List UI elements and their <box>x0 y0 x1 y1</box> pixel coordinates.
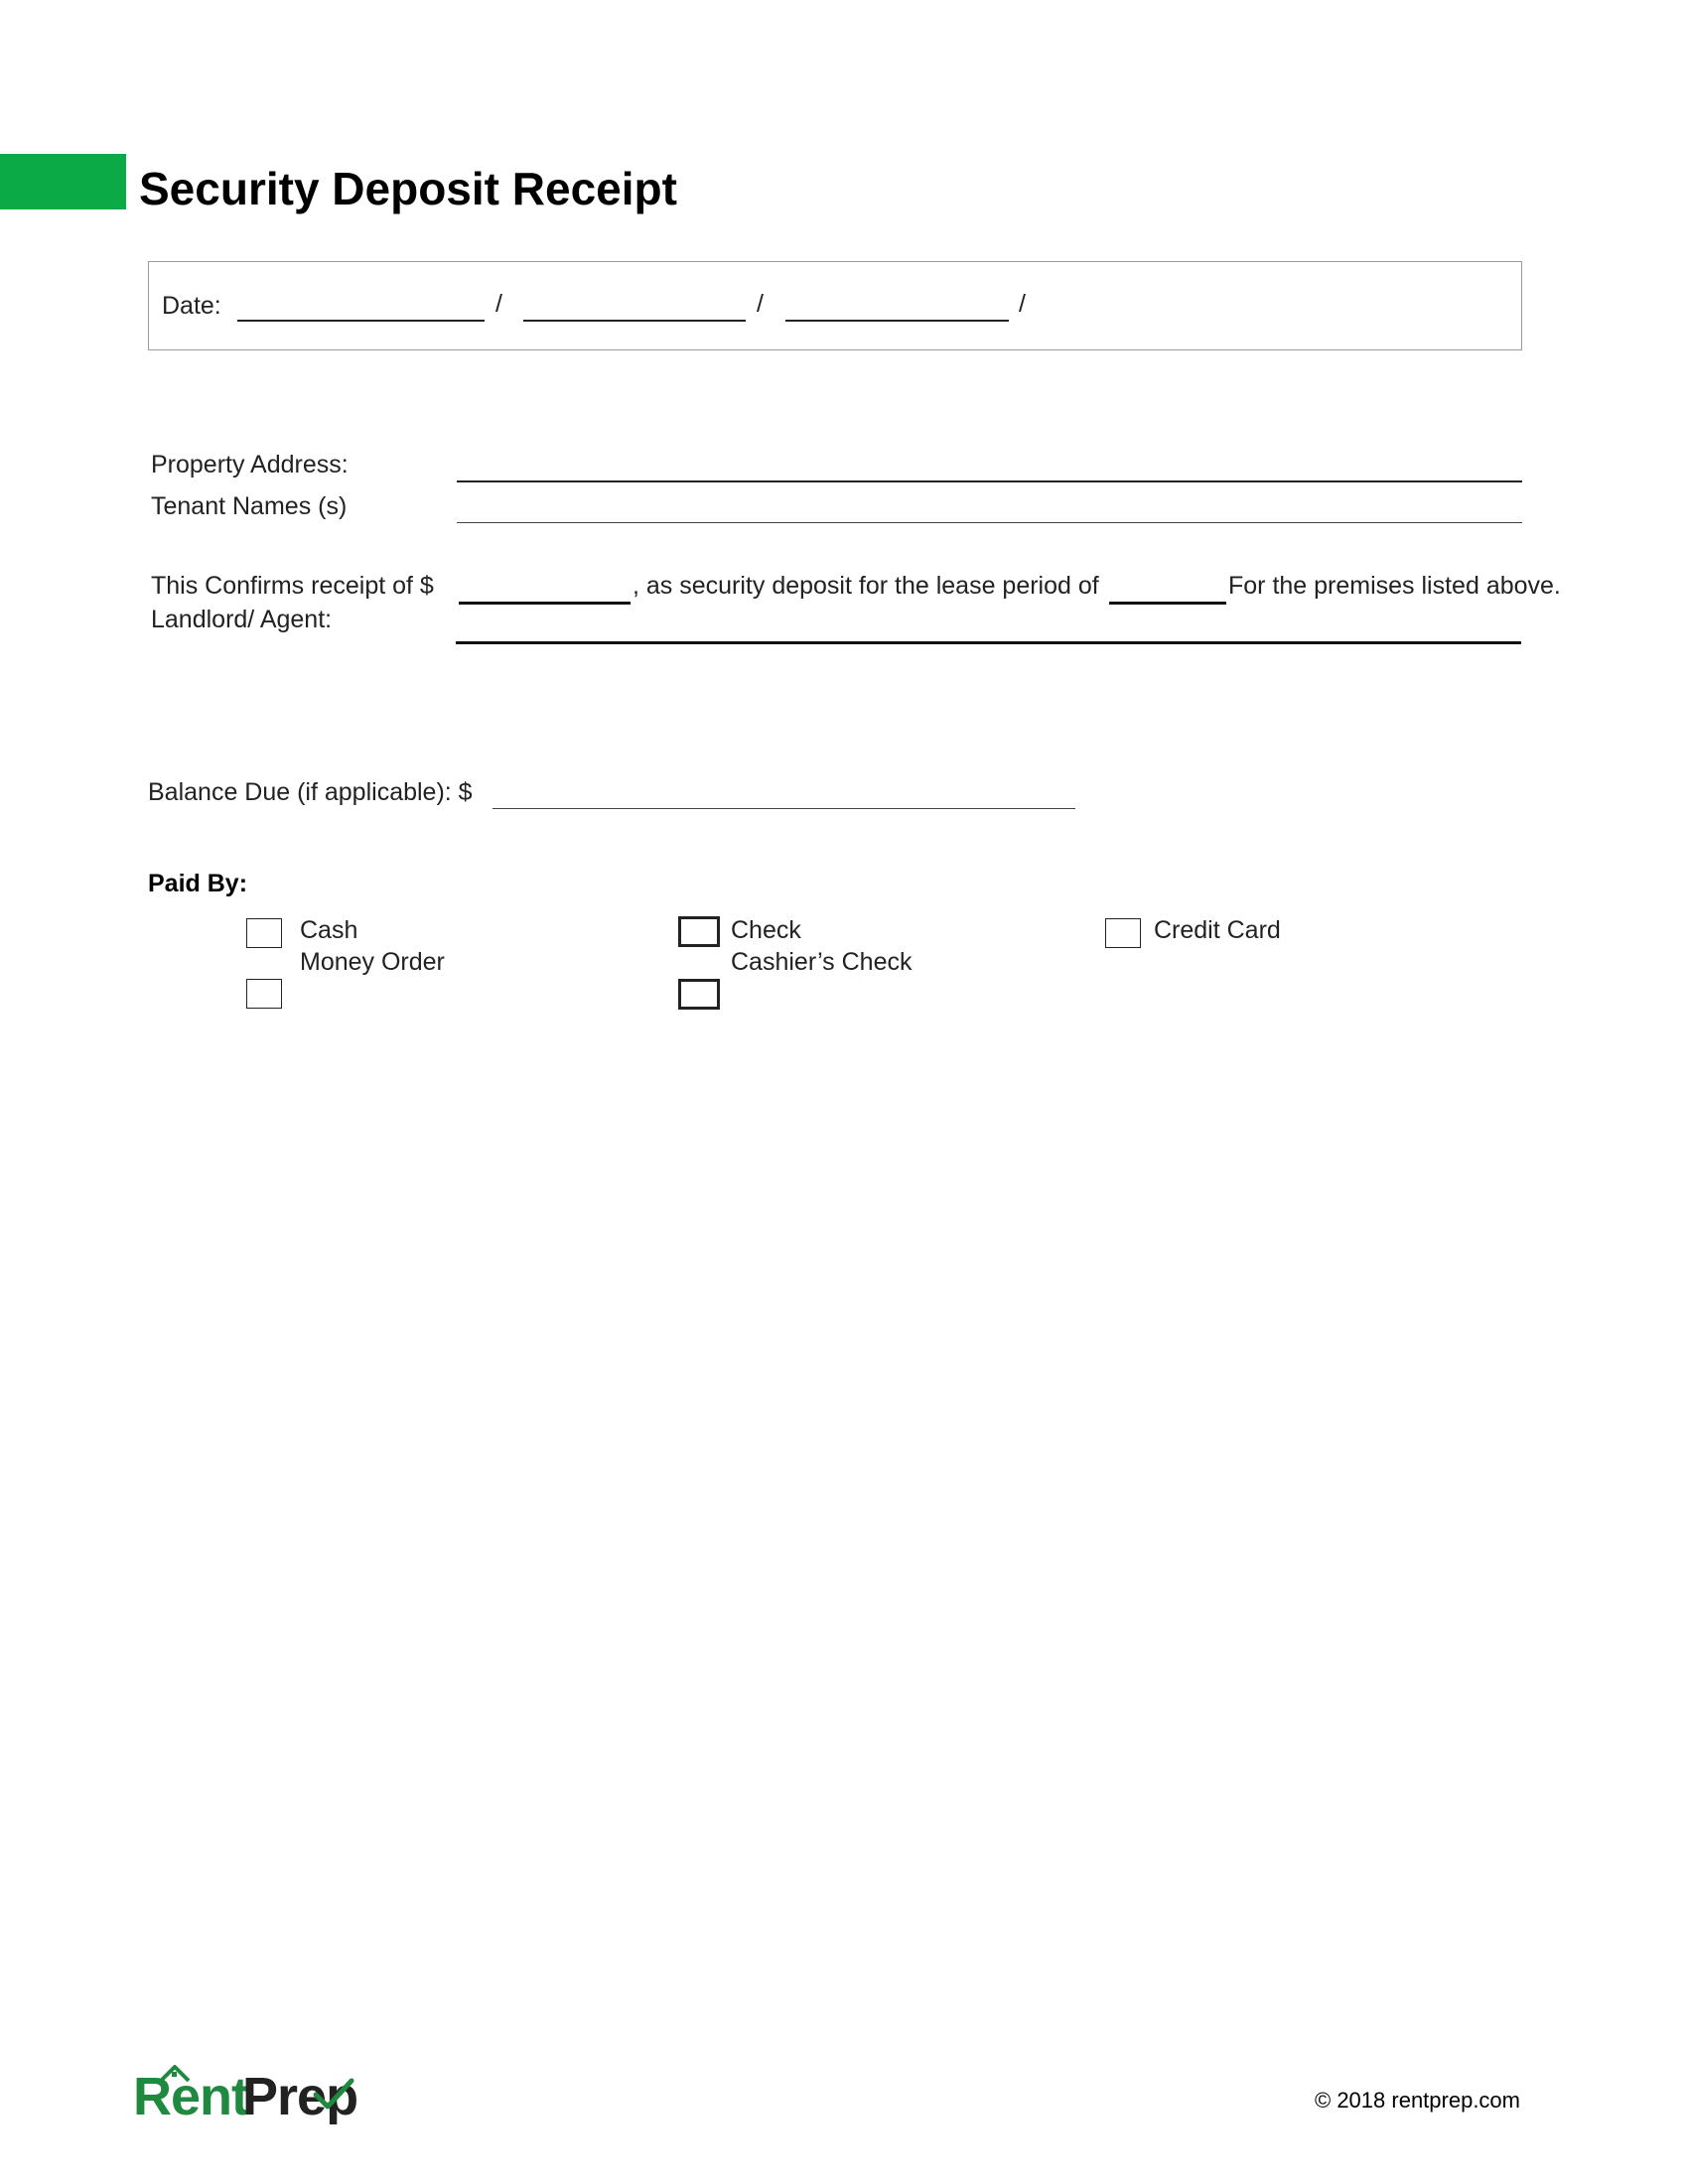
confirms-prefix: This Confirms receipt of $ <box>151 572 434 600</box>
confirms-suffix: For the premises listed above. <box>1228 572 1561 600</box>
date-year-field[interactable] <box>785 320 1009 322</box>
property-address-field[interactable] <box>457 480 1522 482</box>
page-title: Security Deposit Receipt <box>139 163 677 214</box>
lease-period-field[interactable] <box>1109 602 1226 605</box>
date-label: Date: <box>162 292 221 320</box>
date-separator: / <box>757 290 764 318</box>
cashiers-check-label: Cashier’s Check <box>731 948 913 976</box>
property-address-label: Property Address: <box>151 451 349 478</box>
rentprep-logo-graphic <box>131 2057 359 2124</box>
credit-card-checkbox[interactable] <box>1105 918 1141 948</box>
svg-text:Rent: Rent <box>133 2067 248 2124</box>
cash-checkbox[interactable] <box>246 918 282 948</box>
check-checkbox[interactable] <box>678 916 720 947</box>
rentprep-logo <box>131 2057 359 2124</box>
balance-due-field[interactable] <box>492 808 1075 809</box>
date-separator: / <box>1019 290 1026 318</box>
deposit-amount-field[interactable] <box>459 602 631 605</box>
date-month-field[interactable] <box>237 320 485 322</box>
tenant-names-field[interactable] <box>457 522 1522 523</box>
paid-by-label: Paid By: <box>148 870 248 897</box>
landlord-signature-field[interactable] <box>456 641 1521 644</box>
date-day-field[interactable] <box>523 320 746 322</box>
confirms-middle: , as security deposit for the lease period of <box>633 572 1099 600</box>
copyright-text: © 2018 rentprep.com <box>1315 2088 1520 2113</box>
date-separator: / <box>495 290 502 318</box>
check-label: Check <box>731 916 801 944</box>
credit-card-label: Credit Card <box>1154 916 1281 944</box>
accent-bar <box>0 154 126 209</box>
money-order-label: Money Order <box>300 948 445 976</box>
cash-label: Cash <box>300 916 358 944</box>
date-section <box>148 261 1522 350</box>
money-order-checkbox[interactable] <box>246 979 282 1009</box>
cashiers-check-checkbox[interactable] <box>678 979 720 1010</box>
landlord-label: Landlord/ Agent: <box>151 606 333 633</box>
svg-text:Prep: Prep <box>242 2067 358 2124</box>
balance-due-label: Balance Due (if applicable): $ <box>148 778 473 806</box>
tenant-names-label: Tenant Names (s) <box>151 492 348 520</box>
